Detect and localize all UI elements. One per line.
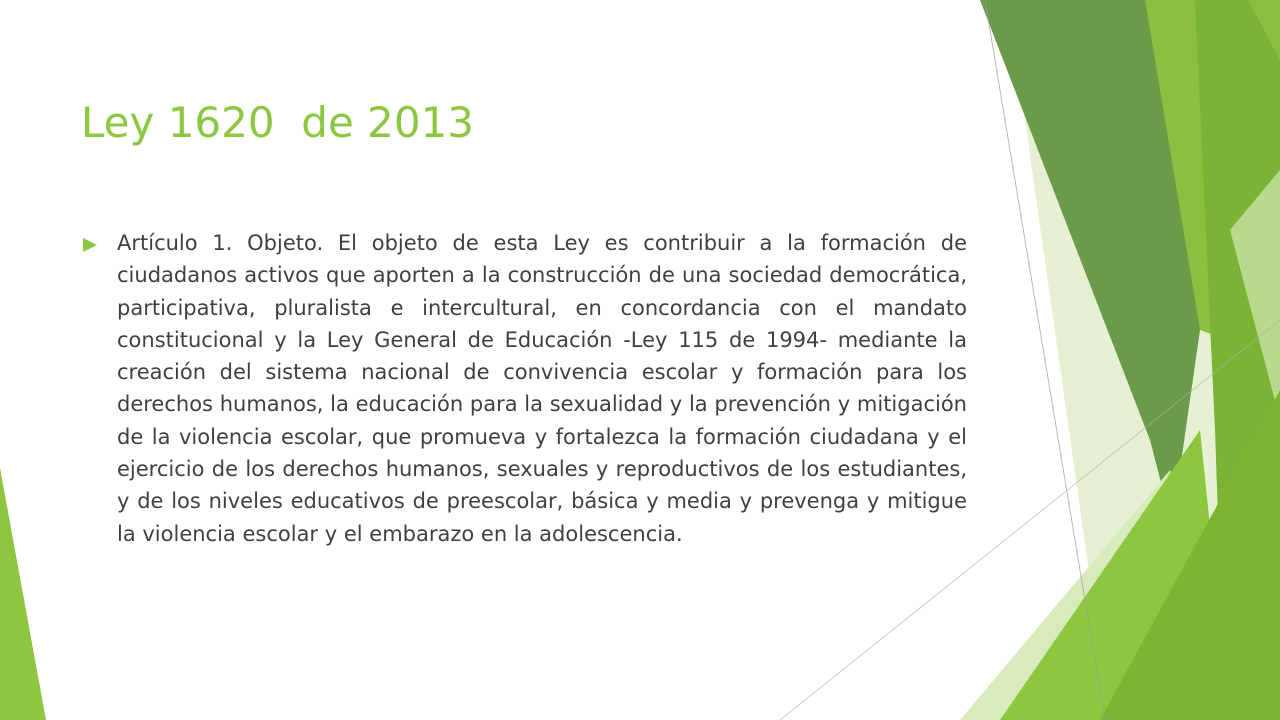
content-body	[81, 227, 971, 550]
article-paragraph: Artículo 1. Objeto. El objeto de esta Ley es contribuir a la formación de ciudadanos activos que aporten a la construcción de una sociedad democrática, participativa, pluralista e intercultural, en concordancia con el mandato constitucional y la Ley General de Educación -Ley 115 de 1994- mediante la creación del sistema nacional de convivencia escolar y formación para los derechos humanos, la educación para la sexualidad y la prevención y mitigación de la violencia escolar, que promueva y fortalezca la formación ciudadana y el ejercicio de los derechos humanos, sexuales y reproductivos de los estudiantes, y de los niveles educativos de preescolar, básica y media y prevenga y mitigue la violencia escolar y el embarazo en la adolescencia.	[117, 231, 967, 546]
bullet-marker	[81, 227, 117, 259]
triangle-right-icon	[83, 238, 97, 252]
left-green-wedge	[0, 468, 46, 720]
slide-title: Ley 1620 de 2013	[81, 98, 475, 147]
